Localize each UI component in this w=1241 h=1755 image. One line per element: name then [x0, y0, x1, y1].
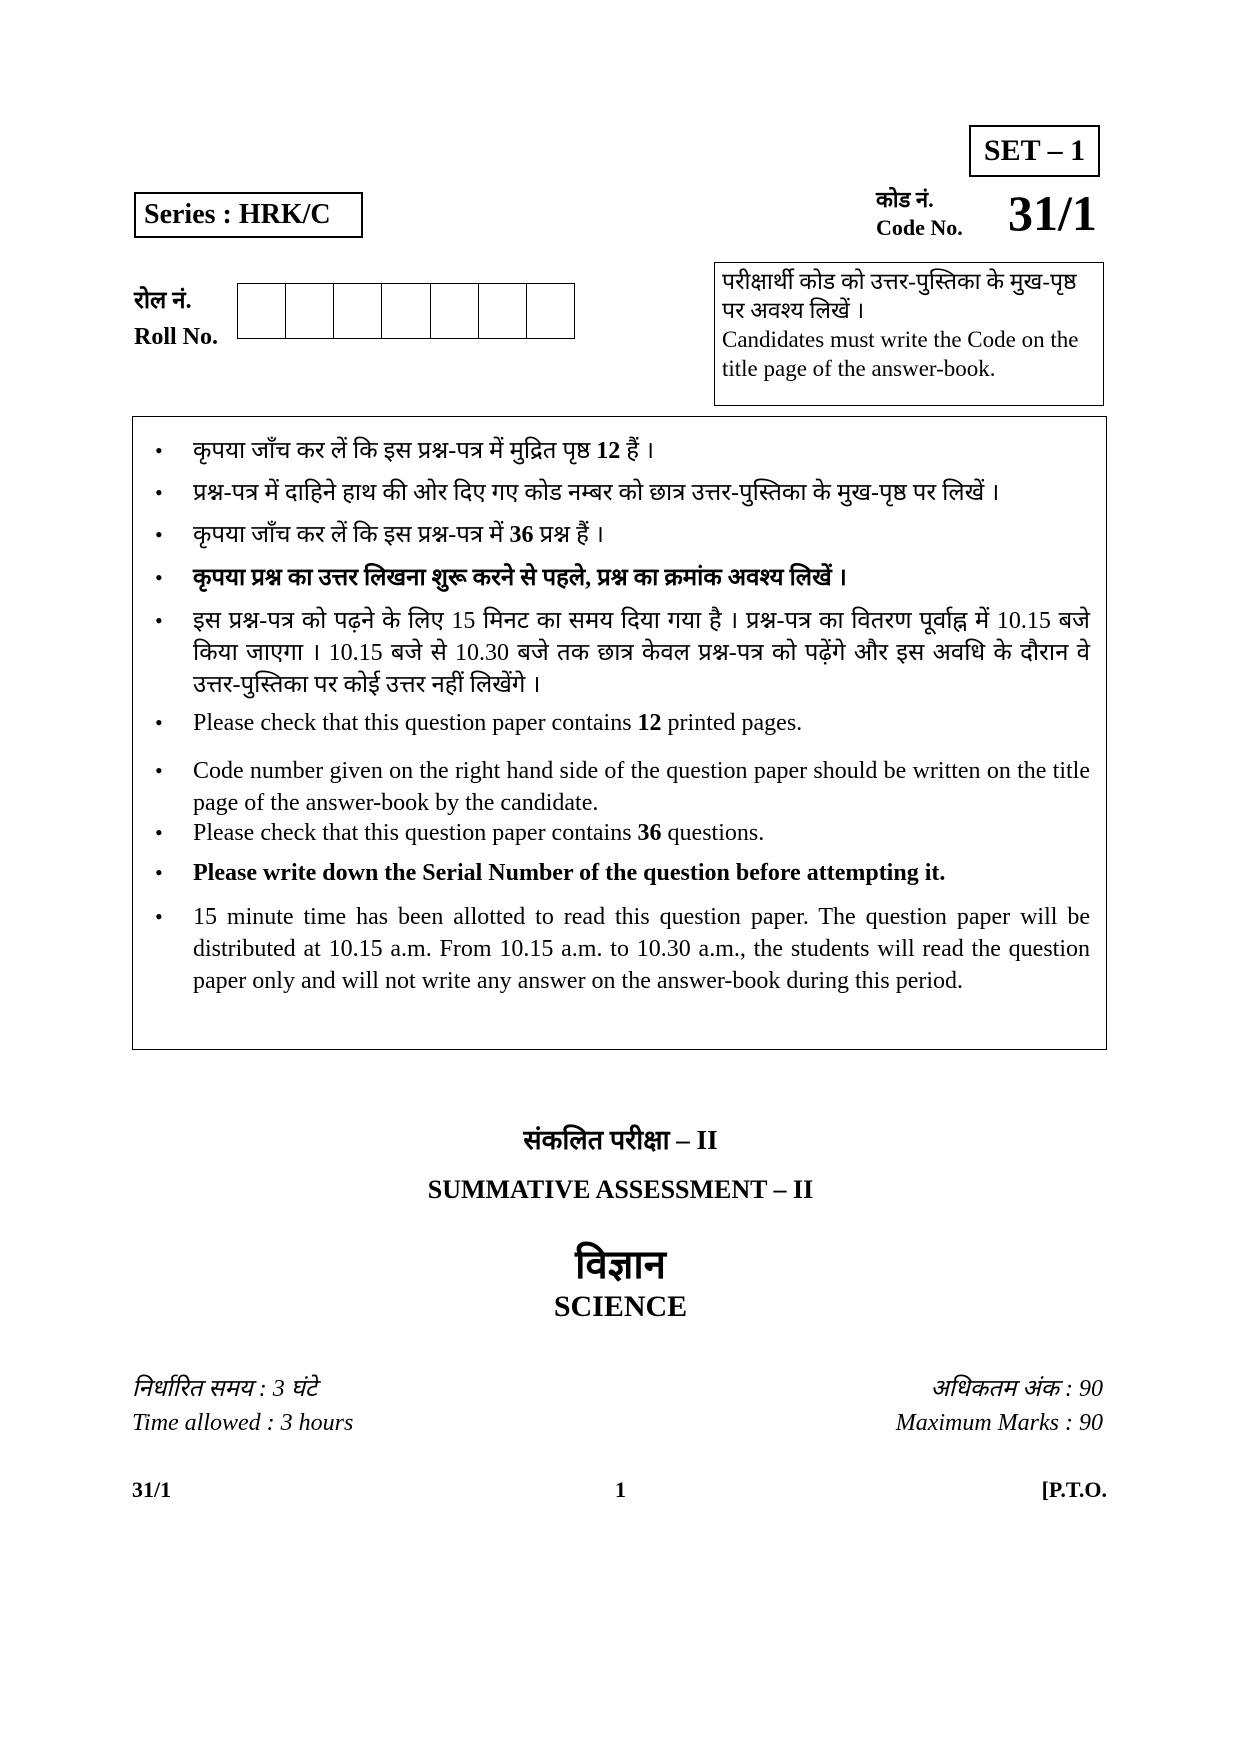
bullet-icon: • — [155, 758, 163, 783]
roll-number-cell[interactable] — [334, 284, 382, 338]
footer-code: 31/1 — [132, 1477, 172, 1502]
instruction-text — [193, 562, 1090, 594]
roll-number-cell[interactable] — [527, 284, 574, 338]
bullet-icon: • — [155, 904, 163, 929]
candidate-note-hi: परीक्षार्थी कोड को उत्तर-पुस्तिका के मुख-पृष्ठ पर अवश्य लिखें । — [722, 269, 1077, 323]
bullet-icon: • — [155, 710, 163, 735]
instruction-text — [193, 477, 1090, 509]
bullet-icon: • — [155, 438, 163, 463]
bullet-icon: • — [155, 480, 163, 505]
roll-label — [134, 283, 218, 355]
instruction-text-bold: 36 — [637, 820, 662, 846]
set-label: SET – 1 — [969, 125, 1100, 177]
time-allowed — [132, 1372, 353, 1440]
instruction-text-post: questions. — [661, 820, 765, 846]
pto-label: [P.T.O. — [1041, 1477, 1107, 1502]
maximum-marks — [896, 1372, 1103, 1440]
instruction-text-pre: इस प्रश्न-पत्र को पढ़ने के लिए 15 मिनट का समय दिया गया है । प्रश्न-पत्र का वितरण पूर्वाह्न में 10.15 बजे किया जाएगा । 10.15 बजे से 10.30 बजे तक छात्र केवल प्रश्न-पत्र को पढ़ेंगे और इस अवधि के दौरान वे उत्तर-पुस्तिका पर कोई उत्तर नहीं लिखेंगे । — [193, 608, 1090, 698]
code-label-hi: कोड नं. — [876, 187, 934, 212]
instruction-text-bold: 36 — [509, 522, 534, 548]
bullet-icon: • — [155, 860, 163, 885]
instruction-text — [193, 817, 1090, 849]
instruction-text-bold: Please write down the Serial Number of the question before attempting it. — [193, 860, 946, 886]
roll-number-cell[interactable] — [431, 284, 479, 338]
maximum-marks-hi: अधिकतम अंक : 90 — [930, 1376, 1103, 1402]
roll-number-cell[interactable] — [479, 284, 527, 338]
maximum-marks-en: Maximum Marks : 90 — [895, 1410, 1103, 1436]
instruction-text-bold: कृपया प्रश्न का उत्तर लिखना शुरू करने से पहले, प्रश्न का क्रमांक अवश्य लिखें । — [193, 565, 847, 591]
instruction-text-pre: Code number given on the right hand side of the question paper should be written on the title page of the answer-book by the candidate. — [193, 758, 1090, 816]
roll-number-cell[interactable] — [238, 284, 286, 338]
instruction-text-pre: Please check that this question paper contains — [193, 820, 638, 846]
instruction-text-pre: 15 minute time has been allotted to read this question paper. The question paper will be distributed at 10.15 a.m. From 10.15 a.m. to 10.30 a.m., the students will read the question paper only and will not write any answer on the answer-book during this period. — [193, 904, 1090, 994]
exam-title-en: SUMMATIVE ASSESSMENT – II — [427, 1175, 814, 1204]
instruction-text-pre: Please check that this question paper contains — [193, 710, 638, 736]
candidate-note-en: Candidates must write the Code on the title page of the answer-book. — [722, 327, 1079, 381]
time-allowed-en: Time allowed : 3 hours — [132, 1410, 354, 1436]
roll-number-boxes[interactable] — [237, 283, 575, 339]
bullet-icon: • — [155, 565, 163, 590]
instruction-text-post: हैं । — [620, 438, 655, 464]
instruction-text — [193, 755, 1090, 819]
instruction-text — [193, 901, 1090, 997]
roll-number-cell[interactable] — [286, 284, 334, 338]
instruction-text-pre: कृपया जाँच कर लें कि इस प्रश्न-पत्र में — [193, 522, 510, 548]
code-label — [876, 186, 963, 242]
instruction-text — [193, 605, 1090, 701]
bullet-icon: • — [155, 522, 163, 547]
subject-hi: विज्ञान — [575, 1242, 666, 1287]
instruction-text-pre: प्रश्न-पत्र में दाहिने हाथ की ओर दिए गए कोड नम्बर को छात्र उत्तर-पुस्तिका के मुख-पृष्ठ पर लिखें । — [193, 480, 1000, 506]
subject-en: SCIENCE — [553, 1290, 688, 1323]
instruction-text-pre: कृपया जाँच कर लें कि इस प्रश्न-पत्र में मुद्रित पृष्ठ — [193, 438, 597, 464]
code-value: 31/1 — [1008, 185, 1097, 241]
time-allowed-hi: निर्धारित समय : 3 घंटे — [132, 1376, 317, 1402]
bullet-icon: • — [155, 820, 163, 845]
bullet-icon: • — [155, 608, 163, 633]
page-number: 1 — [615, 1477, 626, 1502]
series-label: Series : HRK/C — [134, 192, 363, 238]
instruction-text-bold: 12 — [596, 438, 621, 464]
instruction-text-post: प्रश्न हैं । — [533, 522, 604, 548]
roll-number-cell[interactable] — [382, 284, 430, 338]
exam-title-hi: संकलित परीक्षा – II — [523, 1125, 718, 1155]
code-label-en: Code No. — [876, 215, 963, 240]
instruction-text — [193, 435, 1090, 467]
roll-label-hi: रोल नं. — [134, 288, 192, 314]
instruction-text-post: printed pages. — [661, 710, 803, 736]
candidate-note-box — [714, 262, 1104, 406]
instruction-text — [193, 707, 1090, 739]
instructions-box — [132, 416, 1107, 1050]
instruction-text — [193, 857, 1090, 889]
roll-label-en: Roll No. — [134, 324, 218, 350]
instruction-text-bold: 12 — [637, 710, 662, 736]
instruction-text — [193, 519, 1090, 551]
